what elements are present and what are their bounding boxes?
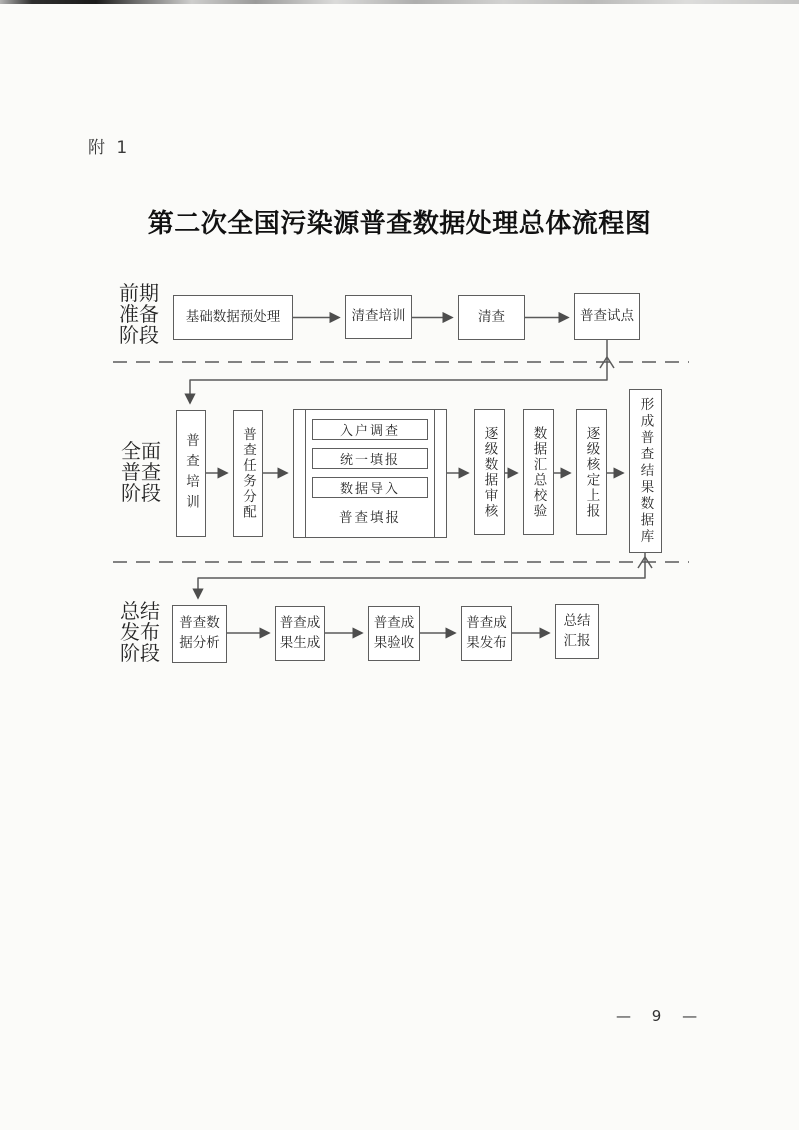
phase-2-label: 全面普查阶段	[121, 439, 161, 505]
box-summary-report-label: 总结汇报	[563, 612, 591, 649]
box-census-reporting-subprocess	[293, 409, 447, 538]
separator-crossing-mark-1	[600, 357, 614, 368]
box-unified-reporting: 统一填报	[312, 448, 428, 469]
box-census-results-generation-label: 普查成果生成	[279, 614, 321, 651]
box-census-result-database: 形成普查结果数据库	[629, 389, 662, 553]
box-inventory: 清查	[458, 295, 525, 340]
subprocess-right-rule	[434, 410, 435, 537]
box-census-results-acceptance-label: 普查成果验收	[373, 614, 415, 651]
box-census-data-analysis	[172, 605, 227, 663]
box-census-results-release-label: 普查成果发布	[466, 614, 507, 651]
box-census-training: 普查培训	[176, 410, 206, 537]
census-reporting-caption: 普查填报	[339, 510, 401, 526]
box-inventory-training: 清查培训	[345, 295, 412, 339]
box-census-results-acceptance	[368, 606, 420, 661]
box-data-summary-verification: 数据汇总校验	[523, 409, 554, 535]
box-census-task-allocation: 普查任务分配	[233, 410, 263, 537]
phase-3-label: 总结发布阶段	[120, 599, 160, 665]
separator-crossing-mark-2	[638, 557, 652, 568]
box-base-data-preprocessing: 基础数据预处理	[173, 295, 293, 340]
box-data-import: 数据导入	[312, 477, 428, 498]
page-number: — 9 —	[616, 1007, 699, 1025]
connector-database-to-analysis	[198, 553, 645, 598]
box-household-survey: 入户调查	[312, 419, 428, 440]
subprocess-left-rule	[305, 410, 306, 537]
phase-1-label: 前期准备阶段	[119, 281, 159, 347]
scan-artifact-top-edge	[0, 0, 799, 4]
box-census-results-generation	[275, 606, 325, 661]
page-title: 第二次全国污染源普查数据处理总体流程图	[147, 209, 652, 239]
connector-pilot-to-training	[190, 340, 607, 403]
box-census-pilot: 普查试点	[574, 293, 640, 340]
box-census-data-analysis-label: 普查数据分析	[179, 615, 220, 651]
box-summary-report	[555, 604, 599, 659]
box-level-by-level-data-review: 逐级数据审核	[474, 409, 505, 535]
attachment-label: 附 1	[88, 138, 131, 158]
box-level-by-level-confirmation-reporting: 逐级核定上报	[576, 409, 607, 535]
box-census-results-release	[461, 606, 512, 661]
